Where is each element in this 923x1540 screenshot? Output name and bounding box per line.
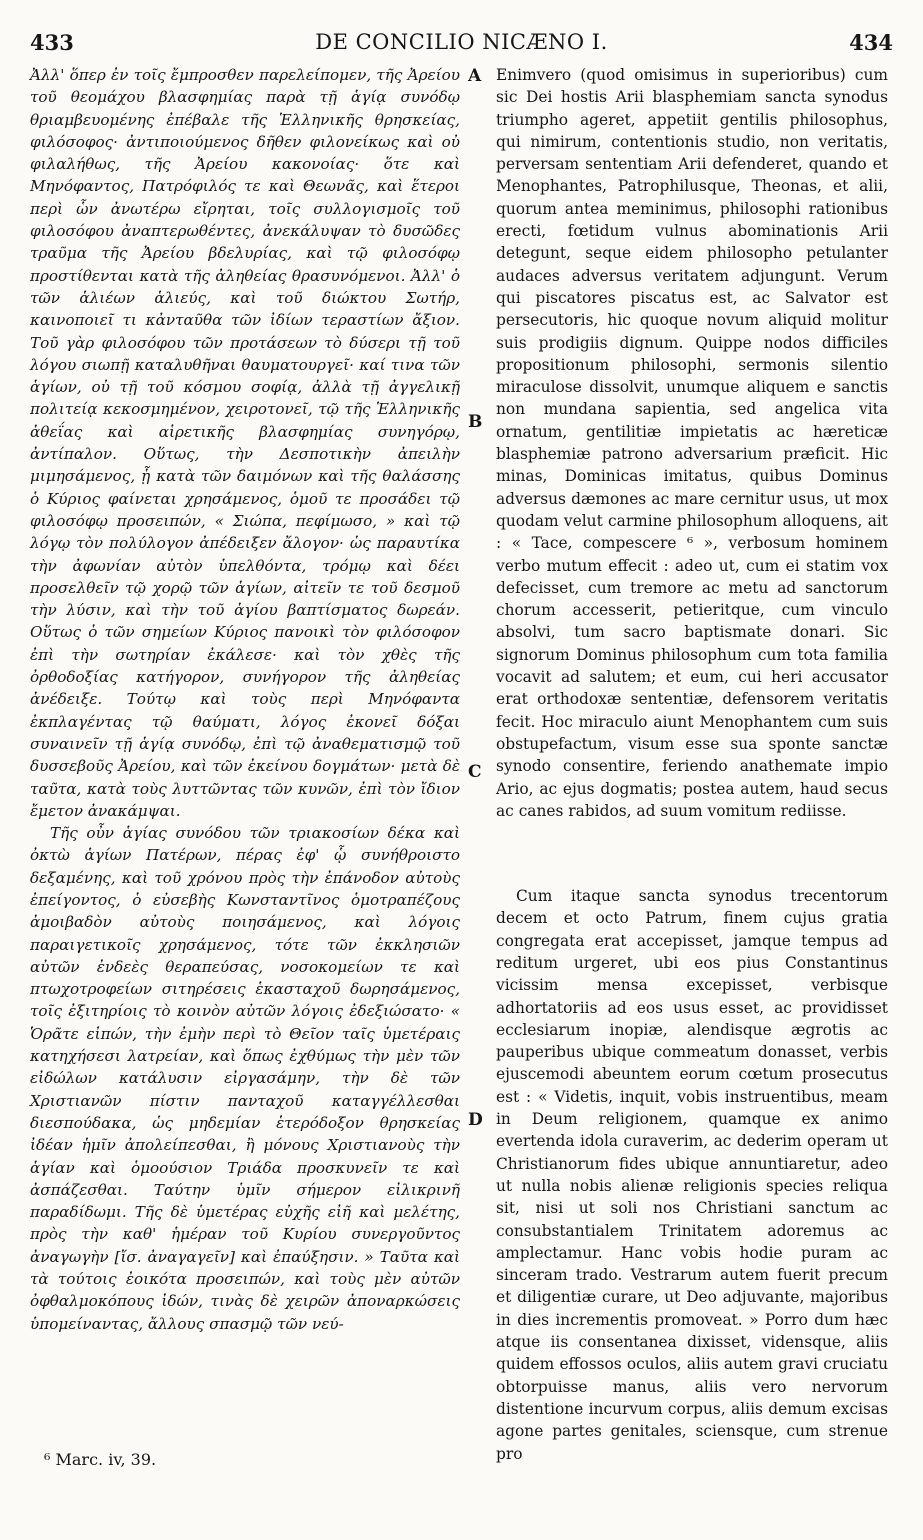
greek-paragraph: Τῆς οὖν ἁγίας συνόδου τῶν τριακοσίων δέκα καὶ ὀκτὼ ἁγίων Πατέρων, πέρας ἐφ' ᾧ συνήθροιστο δεξαμένης, καὶ τοῦ χρόνου πρὸς τὴν ἐπάνοδον αὐτοὺς ἐπείγοντος, ὁ εὐσεβὴς Κωνσταντῖνος ὁμοτραπέζους ἀμοιβαδὸν αὐτοὺς ποιησάμενος, καὶ λόγοις παραιγετικοῖς χρησάμενος, τότε τῶν ἐκκλησιῶν αὐτῶν ἐνδεὲς θεραπεύσας, νοσοκομείων τε καὶ πτωχοτροφείων σιτηρέσεις ἑκασταχοῦ δωρησάμενος, τοῖς ἐξιτηρίοις τὸ κοινὸν αὐτῶν λόγοις ἐδεξιώσατο· « Ὁρᾶτε εἰπών, τὴν ἐμὴν περὶ τὸ Θεῖον ταῖς ὑμετέραις κατηχήσεσι λατρείαν, καὶ ὅπως ἐχθύμως τὴν μὲν τῶν εἰδώλων κατάλυσιν εἰργασάμην, τὴν δὲ τῶν Χριστιανῶν πίστιν πανταχοῦ καταγγέλλεσθαι διεσπούδακα, ὡς μηδεμίαν ἑτερόδοξον θρησκείας ἰδέαν ἡμῖν ἀπολείπεσθαι, ἢ μόνους Χριστιανοὺς τὴν ἁγίαν καὶ ὁμοούσιον Τριάδα προσκυνεῖν τε καὶ ἀσπάζεσθαι. Ταύτην ὑμῖν σήμερον εἰλικρινῆ παραδίδωμι. Τῆς δὲ ὑμετέρας εὐχῆς εἰῆ καὶ μελέτης, πρὸς τὴν καθ' ἡμέραν τοῦ Κυρίου συνεργοῦντος ἀναγωγὴν [ἴσ. ἀναγαγεῖν] καὶ ἐπαύξησιν. » Ταῦτα καὶ τὰ τούτοις ἐοικότα προσειπών, καὶ τοὺς μὲν αὐτῶν ὀφθαλμοκόπους ἰδών, τινὰς δὲ χειρῶν ἀποναρκώσεις ὑπομείναντας, ἄλλους σπασμῷ τῶν νεύ- <box>30 824 460 1333</box>
page-number-right: 434 <box>849 30 893 55</box>
latin-paragraph: Cum itaque sancta synodus trecentorum decem et octo Patrum, finem cujus gratia congregata erat accepisset, jamque tempus ad reditum urgeret, ubi eos pius Constantinus vicissim mensa excepisset, verbisque adhortatoriis ad eos usus esset, ac providisset ecclesiarum inopiæ, alendisque ægrotis ac pauperibus ubique commeatum donasset, verbis ejuscemodi abeuntem eorum cœtum prosecutus est : « Videtis, inquit, vobis instruentibus, meam in Deum religionem, quamque ex animo evertenda idola curaverim, ac dederim operam ut Christianorum fides ubique annuntiaretur, adeo ut nulla nobis alienæ religionis species reliqua sit, nisi ut soli nos Christiani sanctum ac consubstantialem Trinitatem adoremus ac amplectamur. Hanc vobis hodie puram ac sinceram trado. Vestrarum autem fuerit precum et diligentiæ curare, ut Deo adjuvante, majoribus in dies incrementis promoveat. » Porro dum hæc atque iis consentanea dixisset, vidensque, aliis quidem effossos oculos, aliis autem gravi cruciatu obtorpuisse manus, aliis vero nervorum distentione incurvum corpus, aliis demum excisas agone partes genitales, sciensque, cum strenue pro <box>496 887 888 1463</box>
greek-paragraph: Ἀλλ' ὅπερ ἐν τοῖς ἔμπροσθεν παρελείπομεν, τῆς Ἀρείου τοῦ θεομάχου βλασφημίας παρὰ τῇ ἁγίᾳ συνόδῳ θριαμβευομένης ἐπέβαλε τῆς Ἑλληνικῆς θρησκείας, φιλόσοφος· ἀντιποιούμενος δῆθεν φιλονείκως καὶ οὐ φιλαλήθως, τῆς Ἀρείου κακονοίας· ὅτε καὶ Μηνόφαντος, Πατρόφιλός τε καὶ Θεωνᾶς, καὶ ἕτεροι περὶ ὧν ἀνωτέρω εἴρηται, τοῖς συλλογισμοῖς τοῦ φιλοσόφου ἀναπτερωθέντες, ἀνεκάλυψαν τὸ δυσῶδες τραῦμα τῆς Ἀρείου βδελυρίας, καὶ τῷ φιλοσόφῳ προστίθενται κατὰ τῆς ἀληθείας θρασυνόμενοι. Ἀλλ' ὁ τῶν ἁλιέων ἁλιεύς, καὶ τοῦ διώκτου Σωτήρ, καινοποιεῖ τι κἀνταῦθα τῶν ἰδίων τεραστίων ἄξιον. Τοῦ γὰρ φιλοσόφου τῶν προτάσεων τὸ δύσερι τῇ τοῦ λόγου σιωπῇ καταλυθῆναι θαυματουργεῖ· καί τινα τῶν ἁγίων, οὐ τῇ τοῦ κόσμου σοφίᾳ, ἀλλὰ τῇ ἀγγελικῇ πολιτείᾳ κεκοσμημένον, χειροτονεῖ, τῷ τῆς Ἑλληνικῆς ἀθεΐας καὶ αἱρετικῆς βλασφημίας συνηγόρῳ, ἀντίπαλον. Οὕτως, τὴν Δεσποτικὴν ἀπειλὴν μιμησάμενος, ᾗ κατὰ τῶν δαιμόνων καὶ τῆς θαλάσσης ὁ Κύριος φαίνεται χρησάμενος, ὁμοῦ τε προσάδει τῷ φιλοσόφῳ προσειπών, « Σιώπα, πεφίμωσο, » καὶ τῷ λόγῳ τὸν πολύλογον ἀπέδειξεν ἄλογον· ὡς παραυτίκα τὴν ἀφωνίαν αὐτὸν ὑπελθόντα, τρόμῳ καὶ δέει προσελθεῖν τῷ χορῷ τῶν ἁγίων, αἰτεῖν τε τοῦ δεσμοῦ τὴν λύσιν, καὶ τὴν τοῦ ἁγίου βαπτίσματος δωρεάν. Οὕτως ὁ τῶν σημείων Κύριος πανοικὶ τὸν φιλόσοφον ἐπὶ τὴν σωτηρίαν ἐκάλεσε· καὶ τὸν χθὲς τῆς ὀρθοδοξίας κατήγορον, συνήγορον τῆς ἀληθείας ἀνέδειξε. Τούτῳ καὶ τοὺς περὶ Μηνόφαντα ἐκπλαγέντας τῷ θαύματι, λόγος ἐκονεῖ δόξαι συναινεῖν τῇ ἁγίᾳ συνόδῳ, ἐπὶ τῷ ἀναθεματισμῷ τοῦ δυσσεβοῦς Ἀρείου, καὶ τῶν ἐκείνου δογμάτων· μετὰ δὲ ταῦτα, κατὰ τοὺς λυττῶντας τῶν κυνῶν, ἐπὶ τὸν ἴδιον ἔμετον ἀνακάμψαι. <box>30 66 460 820</box>
footnote: ⁶ Marc. iv, 39. <box>44 1450 157 1469</box>
margin-marker-c: C <box>468 762 482 782</box>
latin-column <box>496 64 888 1465</box>
margin-marker-a: A <box>468 66 482 86</box>
running-header <box>30 30 893 58</box>
margin-marker-d: D <box>468 1110 483 1130</box>
greek-column <box>30 64 460 1335</box>
latin-paragraph: Enimvero (quod omisimus in superioribus) cum sic Dei hostis Arii blasphemiam sancta synodus triumpho ageret, appetiit gentilis philosophus, qui nimirum, contentionis studio, non veritatis, perversam sententiam Arii defenderet, quando et Menophantes, Patrophilusque, Theonas, et alii, quorum antea meminimus, philosophi rationibus erecti, fœtidum vulnus abominationis Arii detegunt, seque eidem philosopho petulanter audaces adversus veritatem adjungunt. Verum qui piscatores piscatus est, ac Salvator est persecutoris, hic quoque novum aliquid molitur suis prodigiis dignum. Quippe nodos difficiles propositionum philosophi, sermonis silentio miraculose dissolvit, unumque aliquem e sanctis non mundana sapientia, sed angelica vita ornatum, gentilitiæ impietatis ac hæreticæ blasphemiæ patrono adversarium præficit. Hic minas, Dominicas imitatus, quibus Dominus adversus dæmones ac mare cernitur usus, ut mox quodam velut carmine philosophum alloquens, ait : « Tace, compescere ⁶ », verbosum hominem verbo mutum effecit : adeo ut, cum ei statim vox defecisset, cum tremore ac metu ad sanctorum chorum accesserit, petieritque, cum vinculo absolvi, tum sacro baptismate donari. Sic signorum Dominus philosophum cum tota familia vocavit ad salutem; et eum, cui heri accusator erat orthodoxæ sententiæ, defensorem veritatis fecit. Hoc miraculo aiunt Menophantem cum suis obstupefactum, visum esse sua sponte sanctæ synodo consentire, feriendo anathemate impio Ario, ac ejus dogmatis; postea autem, haud secus ac canes rabidos, ad suum vomitum rediisse. <box>496 66 888 820</box>
margin-marker-b: B <box>468 412 483 432</box>
page-number-left: 433 <box>30 30 74 55</box>
running-title: DE CONCILIO NICÆNO I. <box>315 30 608 54</box>
